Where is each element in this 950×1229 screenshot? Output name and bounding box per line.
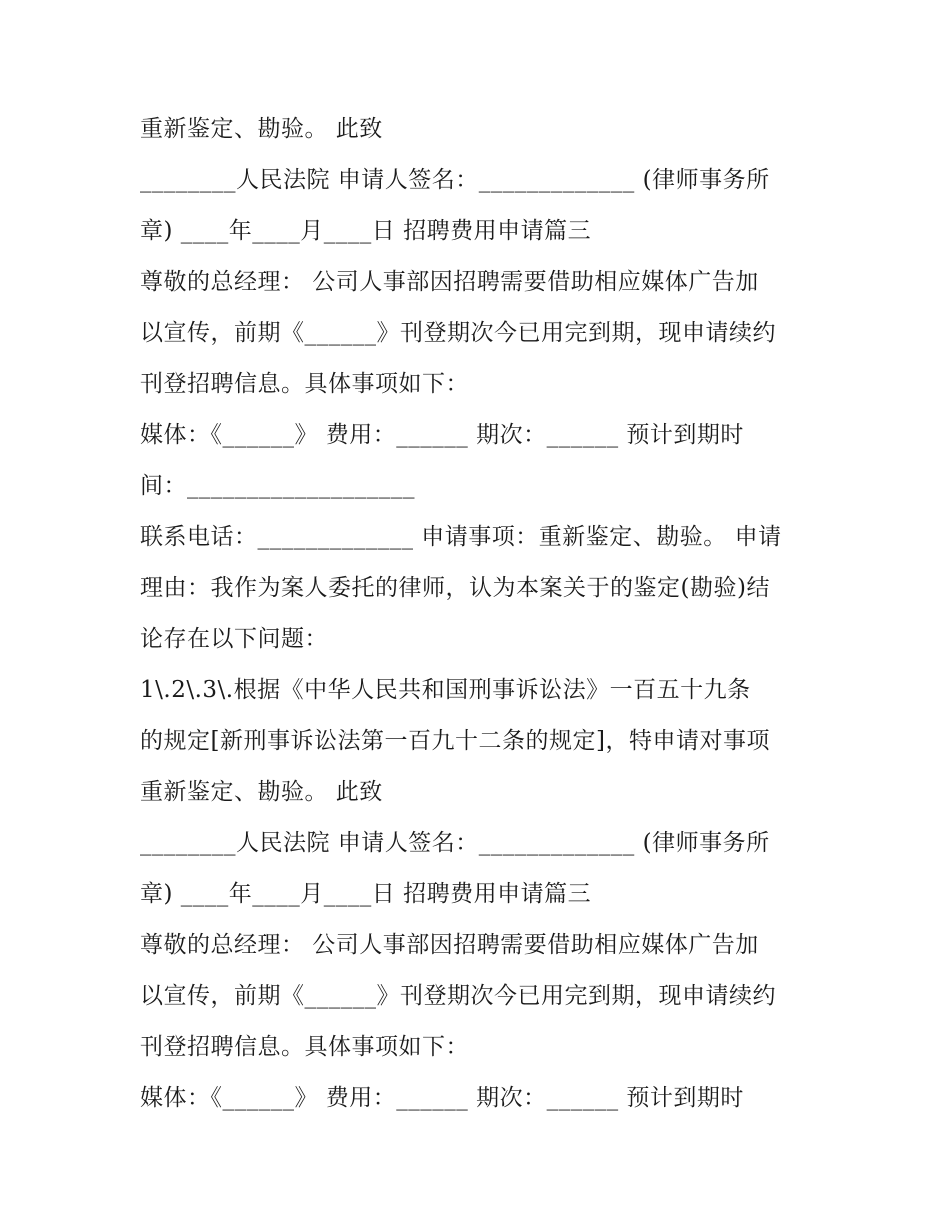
text-line: 1\.2\.3\.根据《中华人民共和国刑事诉讼法》一百五十九条 xyxy=(140,677,751,703)
text-line: 尊敬的总经理： 公司人事部因招聘需要借助相应媒体广告加 xyxy=(140,932,759,958)
text-line: 刊登招聘信息。具体事项如下： xyxy=(140,1034,469,1060)
text-line: 联系电话：_____________ 申请事项：重新鉴定、勘验。 申请 xyxy=(140,524,782,550)
text-line: 章) ____年____月____日 招聘费用申请篇三 xyxy=(140,218,592,244)
text-line: 理由：我作为案人委托的律师，认为本案关于的鉴定(勘验)结 xyxy=(140,575,770,601)
text-line: 的规定[新刑事诉讼法第一百九十二条的规定]，特申请对事项 xyxy=(140,728,770,754)
text-line: 论存在以下问题： xyxy=(140,626,328,652)
text-line: 重新鉴定、勘验。 此致 xyxy=(140,116,383,142)
text-line: 间：___________________ xyxy=(140,473,415,499)
text-line: 以宣传，前期《______》刊登期次今已用完到期，现申请续约 xyxy=(140,320,776,346)
text-line: 重新鉴定、勘验。 此致 xyxy=(140,779,383,805)
text-line: 尊敬的总经理： 公司人事部因招聘需要借助相应媒体广告加 xyxy=(140,269,759,295)
text-line: 刊登招聘信息。具体事项如下： xyxy=(140,371,469,397)
text-line: 以宣传，前期《______》刊登期次今已用完到期，现申请续约 xyxy=(140,983,776,1009)
text-line: ________人民法院 申请人签名：_____________ (律师事务所 xyxy=(140,167,770,193)
text-line: 媒体：《______》 费用：______ 期次：______ 预计到期时 xyxy=(140,422,744,448)
text-line: 章) ____年____月____日 招聘费用申请篇三 xyxy=(140,881,592,907)
text-line: 媒体：《______》 费用：______ 期次：______ 预计到期时 xyxy=(140,1085,744,1111)
text-line: ________人民法院 申请人签名：_____________ (律师事务所 xyxy=(140,830,770,856)
